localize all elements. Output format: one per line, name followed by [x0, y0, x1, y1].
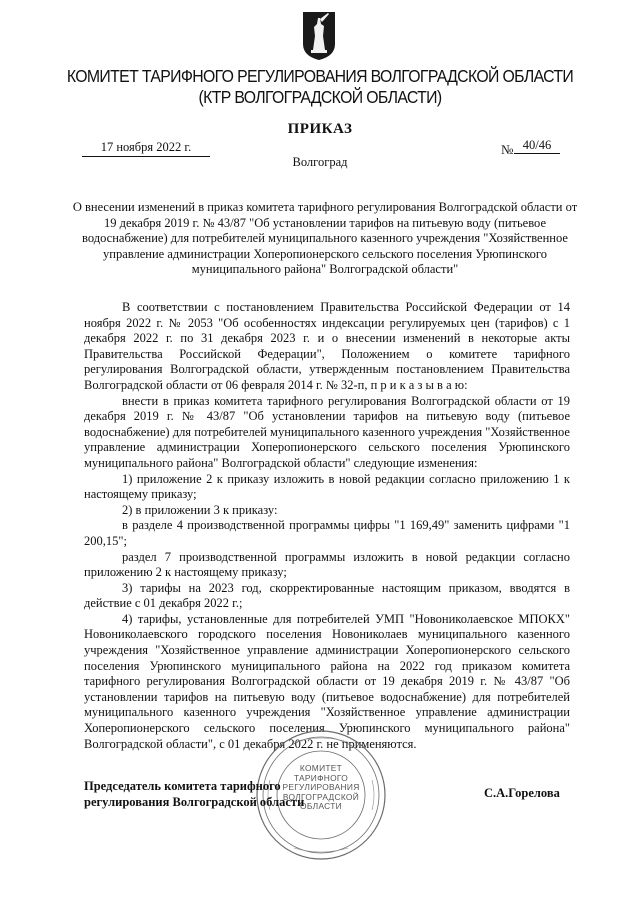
document-type: ПРИКАЗ: [287, 121, 353, 137]
document-body: [84, 300, 570, 752]
organization-title: [26, 66, 615, 108]
document-subject: О внесении изменений в приказ комитета тарифного регулирования Волгоградской области от 19 декабря 2019 г. № 43/87 "Об установлении тарифов на питьевую воду (питьевое водоснабжение) для потребителей муниципального казенного учреждения "Хозяйственное управление администрации Хоперопионерского сельского поселения Урюпинского муниципального района" Волгоградской области": [72, 200, 578, 277]
volgograd-emblem-icon: [301, 10, 337, 62]
stamp-line: КОМИТЕТ: [299, 763, 343, 773]
signer-position: [84, 778, 304, 810]
organization-name: КОМИТЕТ ТАРИФНОГО РЕГУЛИРОВАНИЯ ВОЛГОГРАДСКОЙ ОБЛАСТИ: [66, 66, 574, 86]
body-paragraph: в разделе 4 производственной программы цифры "1 169,49" заменить цифрами "1 200,15";: [84, 518, 570, 548]
stamp-line: ОБЛАСТИ: [300, 801, 342, 811]
body-paragraph: В соответствии с постановлением Правительства Российской Федерации от 14 ноября 2022 г. № 2053 "Об особенностях индексации регулируемых цен (тарифов) с 1 декабря 2022 г. по 31 декабря 2023 г. и о внесении изменений в некоторые акты Правительства Российской Федерации", Положением о комитете тарифного регулирования Волгоградской области, утвержденным постановлением Правительства Волгоградской области от 06 февраля 2014 г. № 32-п, п р и к а з ы в а ю:: [84, 300, 570, 392]
body-paragraph: 1) приложение 2 к приказу изложить в новой редакции согласно приложению 1 к настоящему приказу;: [84, 471, 570, 502]
document-number: 40/46: [514, 138, 560, 154]
document-city: Волгоград: [292, 155, 348, 169]
stamp-line: РЕГУЛИРОВАНИЯ: [282, 782, 360, 792]
body-paragraph: 2) в приложении 3 к приказу:: [122, 502, 278, 517]
signer-name: С.А.Горелова: [484, 786, 560, 800]
stamp-line: ВОЛГОГРАДСКОЙ: [282, 791, 360, 802]
body-paragraph: 3) тарифы на 2023 год, скорректированные настоящим приказом, вводятся в действие с 01 декабря 2022 г.;: [84, 580, 570, 611]
organization-abbreviation: (КТР ВОЛГОГРАДСКОЙ ОБЛАСТИ): [198, 87, 442, 107]
signer-position-line: регулирования Волгоградской области: [84, 795, 305, 809]
stamp-line: ТАРИФНОГО: [293, 772, 349, 783]
signer-position-line: Председатель комитета тарифного: [84, 779, 281, 793]
body-paragraph: внести в приказ комитета тарифного регулирования Волгоградской области от 19 декабря 2019 г. № 43/87 "Об установлении тарифов на питьевую воду (питьевое водоснабжение) для потребителей муниципального казенного учреждения "Хозяйственное управление администрации Хоперопионерского сельского поселения Урюпинского муниципального района" Волгоградской области" следующие изменения:: [84, 393, 570, 470]
document-date: 17 ноября 2022 г.: [82, 140, 210, 157]
body-paragraph: 4) тарифы, установленные для потребителей УМП "Новониколаевское МПОКХ" Новониколаевского городского поселения Новониколаев муниципального казенного учреждения "Хозяйственное управление администрации Хоперопионерского сельского поселения Урюпинского муниципального района на 2022 год приказом комитета тарифного регулирования Волгоградской области от 19 декабря 2019 г. № 43/87 "Об установлении тарифов на питьевую воду (питьевое водоснабжение) для потребителей муниципального казенного учреждения "Хозяйственное управление администрации Хоперопионерского сельского поселения Урюпинского муниципального района" Волгоградской области", с 01 декабря 2022 г. не применяются.: [84, 611, 570, 751]
document-number-label: №: [501, 142, 514, 157]
body-paragraph: раздел 7 производственной программы изложить в новой редакции согласно приложению 2 к настоящему приказу;: [84, 549, 570, 580]
